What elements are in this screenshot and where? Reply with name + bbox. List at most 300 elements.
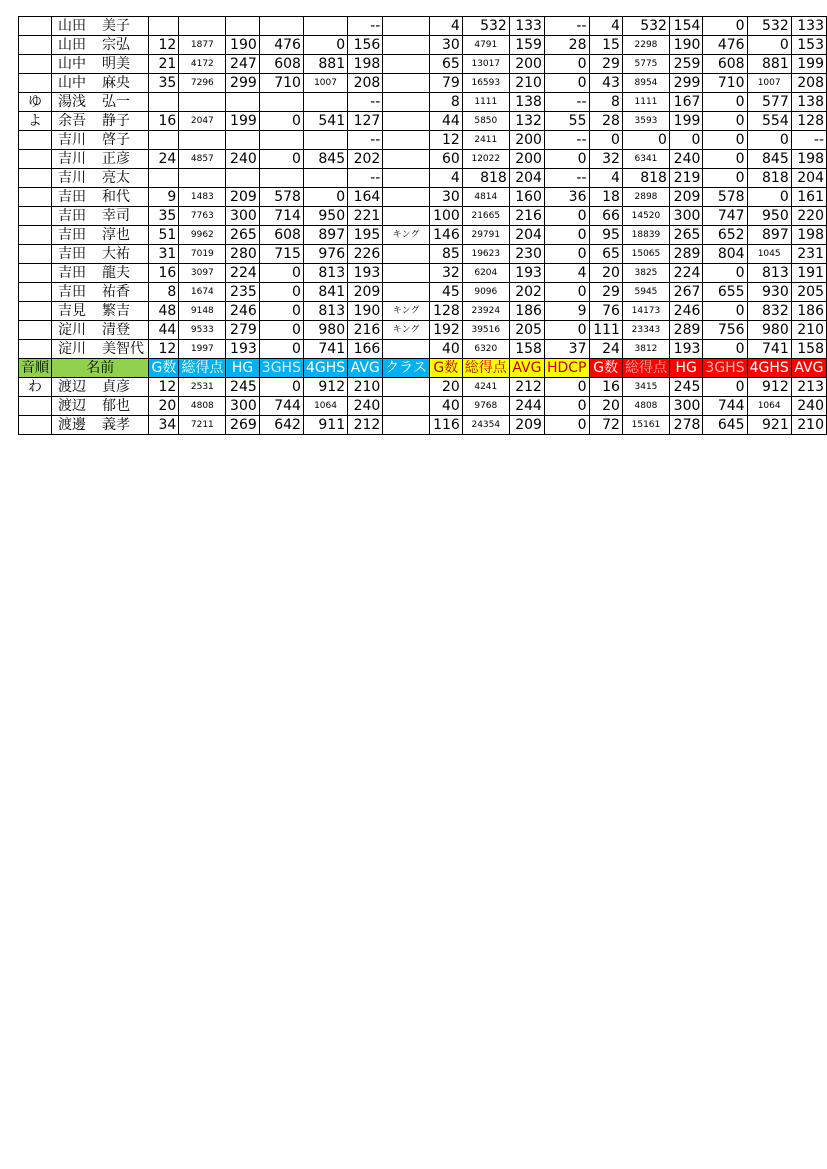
cell-1: 7019	[179, 245, 226, 264]
cell-9: 193	[509, 264, 544, 283]
cell-1: 7296	[179, 74, 226, 93]
cell-3	[259, 169, 303, 188]
header-high-game-3: HG	[669, 359, 702, 378]
cell-1: 3097	[179, 264, 226, 283]
cell-12: 3825	[622, 264, 669, 283]
cell-14: 0	[703, 93, 747, 112]
cell-11: 76	[589, 302, 622, 321]
first-name: 明美	[102, 56, 130, 72]
cell-4: 1007	[303, 74, 347, 93]
last-name: 渡辺	[58, 398, 86, 414]
cell-6	[383, 283, 430, 302]
table-row	[19, 93, 827, 112]
cell-0: 16	[149, 264, 179, 283]
last-name: 湯浅	[58, 94, 86, 110]
row-kana	[19, 17, 52, 36]
cell-8: 29791	[462, 226, 509, 245]
cell-13: 190	[669, 36, 702, 55]
cell-10: 0	[544, 397, 589, 416]
cell-13: 199	[669, 112, 702, 131]
cell-7: 4	[429, 17, 462, 36]
cell-4: 976	[303, 245, 347, 264]
cell-2: 193	[226, 340, 259, 359]
cell-10: 0	[544, 150, 589, 169]
cell-12: 18839	[622, 226, 669, 245]
cell-10: 55	[544, 112, 589, 131]
cell-14: 710	[703, 74, 747, 93]
cell-4	[303, 17, 347, 36]
cell-16: 205	[791, 283, 826, 302]
table-row	[19, 245, 827, 264]
cell-3: 476	[259, 36, 303, 55]
cell-4	[303, 131, 347, 150]
cell-3: 0	[259, 340, 303, 359]
cell-5: 208	[348, 74, 383, 93]
cell-5: 240	[348, 397, 383, 416]
cell-14: 476	[703, 36, 747, 55]
cell-16: 231	[791, 245, 826, 264]
cell-5: --	[348, 169, 383, 188]
cell-16: 220	[791, 207, 826, 226]
first-name: 啓子	[102, 132, 130, 148]
cell-10: 0	[544, 245, 589, 264]
cell-6	[383, 150, 430, 169]
cell-6: キング	[383, 226, 430, 245]
cell-6	[383, 245, 430, 264]
cell-15: 0	[747, 131, 791, 150]
cell-5: 190	[348, 302, 383, 321]
row-kana	[19, 55, 52, 74]
table-row	[19, 378, 827, 397]
cell-15: 0	[747, 188, 791, 207]
row-kana	[19, 397, 52, 416]
last-name: 山中	[58, 56, 86, 72]
last-name: 淀川	[58, 341, 86, 357]
cell-4: 881	[303, 55, 347, 74]
cell-10: 0	[544, 74, 589, 93]
cell-4: 950	[303, 207, 347, 226]
cell-5: 210	[348, 378, 383, 397]
last-name: 淀川	[58, 322, 86, 338]
cell-12: 5945	[622, 283, 669, 302]
row-kana	[19, 283, 52, 302]
cell-4: 813	[303, 264, 347, 283]
cell-5: --	[348, 93, 383, 112]
cell-14: 0	[703, 131, 747, 150]
cell-6: キング	[383, 302, 430, 321]
cell-11: 32	[589, 150, 622, 169]
cell-12: 2898	[622, 188, 669, 207]
cell-15: 897	[747, 226, 791, 245]
cell-8: 19623	[462, 245, 509, 264]
cell-14: 655	[703, 283, 747, 302]
cell-10: 28	[544, 36, 589, 55]
cell-13: 219	[669, 169, 702, 188]
first-name: 郁也	[102, 398, 130, 414]
cell-5: 193	[348, 264, 383, 283]
last-name: 吉田	[58, 189, 86, 205]
cell-0: 44	[149, 321, 179, 340]
row-name	[52, 416, 149, 435]
cell-0: 9	[149, 188, 179, 207]
cell-14: 0	[703, 264, 747, 283]
cell-5: 216	[348, 321, 383, 340]
cell-9: 133	[509, 17, 544, 36]
header-average: AVG	[348, 359, 383, 378]
cell-9: 200	[509, 150, 544, 169]
first-name: 宗弘	[102, 37, 130, 53]
cell-14: 652	[703, 226, 747, 245]
cell-10: 36	[544, 188, 589, 207]
cell-9: 216	[509, 207, 544, 226]
cell-13: 193	[669, 340, 702, 359]
row-kana	[19, 36, 52, 55]
cell-9: 138	[509, 93, 544, 112]
cell-15: 1007	[747, 74, 791, 93]
cell-9: 158	[509, 340, 544, 359]
table-row	[19, 340, 827, 359]
cell-7: 30	[429, 188, 462, 207]
row-kana	[19, 416, 52, 435]
cell-3: 0	[259, 302, 303, 321]
cell-0: 35	[149, 207, 179, 226]
cell-16: 128	[791, 112, 826, 131]
cell-0: 20	[149, 397, 179, 416]
header-average-2: AVG	[509, 359, 544, 378]
cell-5: 166	[348, 340, 383, 359]
cell-0: 34	[149, 416, 179, 435]
row-name	[52, 112, 149, 131]
header-3ghs: 3GHS	[259, 359, 303, 378]
cell-4: 0	[303, 36, 347, 55]
cell-6	[383, 36, 430, 55]
cell-11: 24	[589, 340, 622, 359]
cell-14: 804	[703, 245, 747, 264]
cell-15: 881	[747, 55, 791, 74]
cell-15: 818	[747, 169, 791, 188]
cell-5: 127	[348, 112, 383, 131]
cell-3: 578	[259, 188, 303, 207]
row-kana: ゆ	[19, 93, 52, 112]
row-name	[52, 340, 149, 359]
header-average-3: AVG	[791, 359, 826, 378]
table-row	[19, 321, 827, 340]
cell-6	[383, 55, 430, 74]
cell-15: 1064	[747, 397, 791, 416]
cell-7: 116	[429, 416, 462, 435]
cell-10: 0	[544, 207, 589, 226]
cell-3: 0	[259, 321, 303, 340]
cell-5: 202	[348, 150, 383, 169]
cell-12: 3415	[622, 378, 669, 397]
cell-16: 204	[791, 169, 826, 188]
cell-0: 12	[149, 340, 179, 359]
cell-2: 224	[226, 264, 259, 283]
cell-13: 278	[669, 416, 702, 435]
cell-6	[383, 416, 430, 435]
row-kana	[19, 188, 52, 207]
table-row	[19, 150, 827, 169]
row-name	[52, 74, 149, 93]
table-row	[19, 226, 827, 245]
cell-16: 210	[791, 321, 826, 340]
cell-3: 715	[259, 245, 303, 264]
cell-0: 12	[149, 378, 179, 397]
cell-3: 0	[259, 264, 303, 283]
cell-8: 4241	[462, 378, 509, 397]
row-name	[52, 17, 149, 36]
cell-15: 845	[747, 150, 791, 169]
cell-10: 0	[544, 378, 589, 397]
cell-13: 245	[669, 378, 702, 397]
cell-7: 4	[429, 169, 462, 188]
first-name: 弘一	[102, 94, 130, 110]
cell-5: 198	[348, 55, 383, 74]
cell-2	[226, 93, 259, 112]
cell-0: 51	[149, 226, 179, 245]
cell-2: 209	[226, 188, 259, 207]
cell-9: 204	[509, 226, 544, 245]
row-name	[52, 283, 149, 302]
cell-14: 0	[703, 169, 747, 188]
cell-10: --	[544, 131, 589, 150]
cell-8: 6320	[462, 340, 509, 359]
cell-1	[179, 169, 226, 188]
cell-3	[259, 131, 303, 150]
cell-6	[383, 378, 430, 397]
row-kana	[19, 340, 52, 359]
cell-1: 1997	[179, 340, 226, 359]
cell-4: 980	[303, 321, 347, 340]
cell-7: 79	[429, 74, 462, 93]
cell-10: 0	[544, 416, 589, 435]
cell-7: 8	[429, 93, 462, 112]
first-name: 幸司	[102, 208, 130, 224]
cell-4	[303, 169, 347, 188]
cell-3: 608	[259, 55, 303, 74]
cell-15: 912	[747, 378, 791, 397]
row-name	[52, 36, 149, 55]
row-kana: よ	[19, 112, 52, 131]
header-total-points: 総得点	[179, 359, 226, 378]
table-row	[19, 207, 827, 226]
row-kana	[19, 207, 52, 226]
row-name	[52, 302, 149, 321]
header-games-3: G数	[589, 359, 622, 378]
table-row	[19, 397, 827, 416]
cell-12: 5775	[622, 55, 669, 74]
first-name: 和代	[102, 189, 130, 205]
header-order: 音順	[19, 359, 52, 378]
cell-4: 845	[303, 150, 347, 169]
cell-8: 2411	[462, 131, 509, 150]
cell-2: 247	[226, 55, 259, 74]
cell-15: 980	[747, 321, 791, 340]
cell-5: 226	[348, 245, 383, 264]
cell-7: 192	[429, 321, 462, 340]
cell-10: 4	[544, 264, 589, 283]
cell-6	[383, 340, 430, 359]
cell-9: 212	[509, 378, 544, 397]
cell-3: 714	[259, 207, 303, 226]
cell-11: 0	[589, 131, 622, 150]
last-name: 山中	[58, 75, 86, 91]
cell-1: 9533	[179, 321, 226, 340]
row-kana	[19, 264, 52, 283]
cell-10: --	[544, 93, 589, 112]
cell-6	[383, 17, 430, 36]
row-kana	[19, 131, 52, 150]
table-row	[19, 74, 827, 93]
cell-16: 198	[791, 226, 826, 245]
cell-7: 12	[429, 131, 462, 150]
cell-3: 0	[259, 150, 303, 169]
last-name: 吉田	[58, 246, 86, 262]
cell-0: 31	[149, 245, 179, 264]
row-name	[52, 245, 149, 264]
cell-16: 186	[791, 302, 826, 321]
cell-10: 0	[544, 226, 589, 245]
last-name: 渡邊	[58, 417, 86, 433]
first-name: 美子	[102, 18, 130, 34]
row-name	[52, 169, 149, 188]
first-name: 清登	[102, 322, 130, 338]
cell-0: 16	[149, 112, 179, 131]
cell-15: 741	[747, 340, 791, 359]
table-row	[19, 17, 827, 36]
cell-16: 161	[791, 188, 826, 207]
cell-11: 16	[589, 378, 622, 397]
cell-2	[226, 17, 259, 36]
cell-12: 3593	[622, 112, 669, 131]
cell-15: 532	[747, 17, 791, 36]
cell-13: 289	[669, 321, 702, 340]
last-name: 吉田	[58, 284, 86, 300]
cell-15: 921	[747, 416, 791, 435]
cell-5: --	[348, 131, 383, 150]
table-row	[19, 264, 827, 283]
cell-8: 21665	[462, 207, 509, 226]
cell-9: 230	[509, 245, 544, 264]
cell-16: 158	[791, 340, 826, 359]
cell-14: 0	[703, 112, 747, 131]
cell-11: 18	[589, 188, 622, 207]
cell-7: 30	[429, 36, 462, 55]
cell-9: 160	[509, 188, 544, 207]
row-name	[52, 397, 149, 416]
cell-1: 1674	[179, 283, 226, 302]
cell-11: 29	[589, 55, 622, 74]
cell-5: 209	[348, 283, 383, 302]
cell-14: 744	[703, 397, 747, 416]
table-row	[19, 416, 827, 435]
cell-0	[149, 93, 179, 112]
cell-8: 532	[462, 17, 509, 36]
cell-11: 15	[589, 36, 622, 55]
cell-14: 645	[703, 416, 747, 435]
cell-2: 246	[226, 302, 259, 321]
last-name: 吉田	[58, 227, 86, 243]
header-3ghs-3: 3GHS	[703, 359, 747, 378]
cell-16: 198	[791, 150, 826, 169]
cell-4: 1064	[303, 397, 347, 416]
cell-3: 0	[259, 283, 303, 302]
first-name: 美智代	[102, 341, 144, 357]
cell-0: 12	[149, 36, 179, 55]
cell-1: 7211	[179, 416, 226, 435]
cell-3	[259, 93, 303, 112]
cell-12: 1111	[622, 93, 669, 112]
cell-13: 299	[669, 74, 702, 93]
first-name: 龍夫	[102, 265, 130, 281]
row-name	[52, 131, 149, 150]
cell-1: 4857	[179, 150, 226, 169]
cell-16: --	[791, 131, 826, 150]
row-name	[52, 55, 149, 74]
cell-5: 195	[348, 226, 383, 245]
cell-13: 289	[669, 245, 702, 264]
cell-15: 554	[747, 112, 791, 131]
cell-10: --	[544, 169, 589, 188]
cell-12: 15065	[622, 245, 669, 264]
cell-2: 300	[226, 207, 259, 226]
cell-4: 897	[303, 226, 347, 245]
cell-2: 279	[226, 321, 259, 340]
table-row	[19, 169, 827, 188]
cell-14: 608	[703, 55, 747, 74]
cell-10: --	[544, 17, 589, 36]
cell-4	[303, 93, 347, 112]
table-row	[19, 112, 827, 131]
first-name: 正彦	[102, 151, 130, 167]
last-name: 余吾	[58, 113, 86, 129]
cell-2: 269	[226, 416, 259, 435]
cell-1: 4808	[179, 397, 226, 416]
cell-9: 205	[509, 321, 544, 340]
cell-2	[226, 169, 259, 188]
row-kana	[19, 150, 52, 169]
header-handicap: HDCP	[544, 359, 589, 378]
header-games: G数	[149, 359, 179, 378]
header-games-2: G数	[429, 359, 462, 378]
cell-8: 24354	[462, 416, 509, 435]
cell-8: 818	[462, 169, 509, 188]
cell-15: 1045	[747, 245, 791, 264]
cell-3: 710	[259, 74, 303, 93]
cell-9: 159	[509, 36, 544, 55]
header-4ghs-3: 4GHS	[747, 359, 791, 378]
table-header	[19, 359, 827, 378]
cell-7: 100	[429, 207, 462, 226]
last-name: 吉川	[58, 151, 86, 167]
cell-8: 5850	[462, 112, 509, 131]
cell-7: 44	[429, 112, 462, 131]
cell-4: 541	[303, 112, 347, 131]
cell-13: 167	[669, 93, 702, 112]
cell-7: 40	[429, 397, 462, 416]
first-name: 繁吉	[102, 303, 130, 319]
cell-3: 642	[259, 416, 303, 435]
cell-9: 209	[509, 416, 544, 435]
cell-15: 577	[747, 93, 791, 112]
cell-7: 146	[429, 226, 462, 245]
row-name	[52, 207, 149, 226]
header-high-game: HG	[226, 359, 259, 378]
cell-11: 72	[589, 416, 622, 435]
cell-5: --	[348, 17, 383, 36]
cell-13: 246	[669, 302, 702, 321]
cell-1: 1483	[179, 188, 226, 207]
